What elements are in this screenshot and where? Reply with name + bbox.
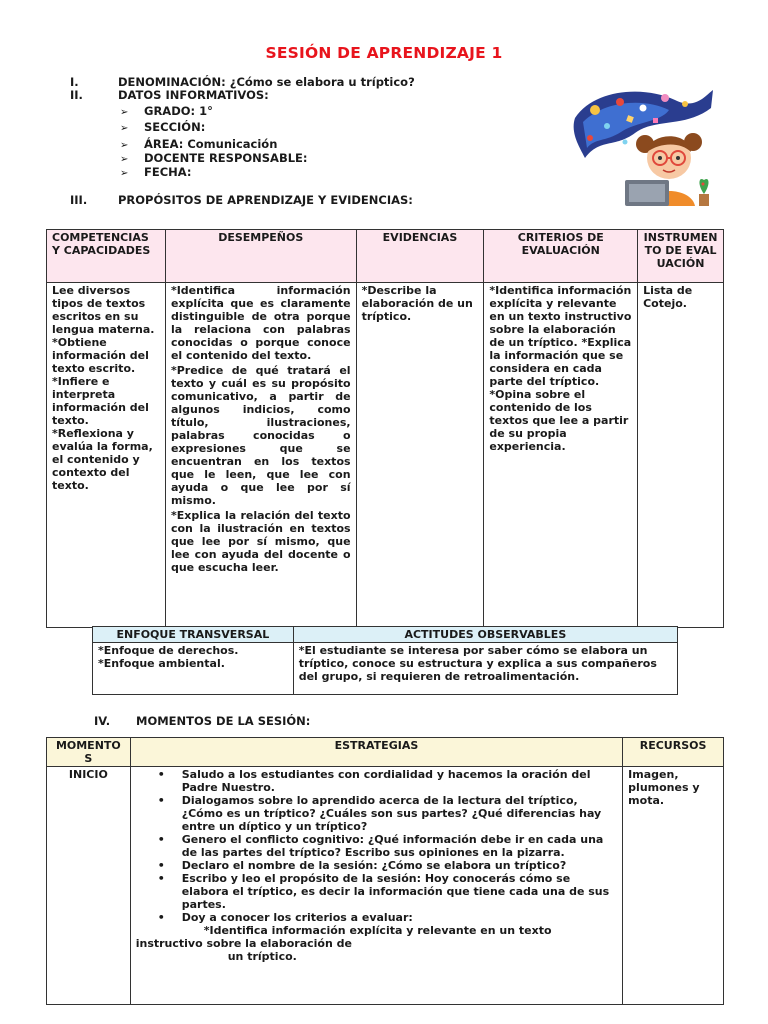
dato-grado: ➢ GRADO: 1° (120, 104, 213, 118)
girl-with-laptop-illustration (565, 88, 715, 208)
dato-docente: ➢ DOCENTE RESPONSABLE: (120, 151, 308, 165)
list-item: • Genero el conflicto cognitivo: ¿Qué información debe ir en cada una de las partes del tríptico? Escribo sus opiniones en la pizarra. (136, 833, 617, 859)
section-text: MOMENTOS DE LA SESIÓN: (136, 714, 311, 728)
criterio-line: un tríptico. (227, 950, 297, 963)
header-desempenos: DESEMPEÑOS (165, 230, 356, 283)
header-recursos: RECURSOS (623, 738, 724, 767)
list-item: • Declaro el nombre de la sesión: ¿Cómo se elabora un tríptico? (136, 859, 617, 872)
enfoque-item: *Enfoque de derechos. (98, 644, 239, 657)
propositos-table (46, 229, 724, 628)
list-item: • Doy a conocer los criterios a evaluar: (136, 911, 617, 924)
header-actitudes: ACTITUDES OBSERVABLES (293, 627, 677, 643)
desempeno-item: *Identifica información explícita que es claramente distinguible de otra porque la relaciona con palabras conocidas o porque conoce el contenido del texto. (170, 284, 351, 362)
section-text: DENOMINACIÓN: ¿Cómo se elabora u tríptico? (118, 75, 415, 89)
section-number: II. (70, 88, 83, 102)
criterio-line: *Identifica información explícita y relevante en un texto (203, 924, 552, 937)
page-title: SESIÓN DE APRENDIZAJE 1 (265, 44, 503, 62)
header-evidencias: EVIDENCIAS (356, 230, 484, 283)
arrow-bullet-icon: ➢ (120, 123, 129, 134)
table-row (93, 643, 678, 695)
arrow-bullet-icon: ➢ (120, 168, 129, 179)
cell-desempenos (165, 283, 356, 628)
table-row (47, 767, 724, 1005)
cell-instrumento: Lista de Cotejo. (638, 283, 724, 628)
table-header-row (47, 230, 724, 283)
cell-enfoques (93, 643, 294, 695)
desempeno-item: *Predice de qué tratará el texto y cuál es su propósito comunicativo, a partir de algunos indicios, como título, ilustraciones, palabras conocidas o expresiones que se encuentran en los textos que le leen, que lee con ayuda o que lee por sí mismo. (170, 364, 351, 507)
table-header-row (47, 738, 724, 767)
list-item: • Dialogamos sobre lo aprendido acerca de la lectura del tríptico, ¿Cómo es un tríptico? ¿Cuáles son sus partes? ¿Qué diferencias hay entre un díptico y un tríptico? (136, 794, 617, 833)
arrow-bullet-icon: ➢ (120, 154, 129, 165)
cell-inicio: INICIO (47, 767, 131, 1005)
header-competencias: COMPETENCIAS Y CAPACIDADES (47, 230, 166, 283)
dato-fecha: ➢ FECHA: (120, 165, 192, 179)
list-item: • Saludo a los estudiantes con cordialidad y hacemos la oración del Padre Nuestro. (136, 768, 617, 794)
table-row (47, 283, 724, 628)
section-number: I. (70, 75, 79, 89)
section-number: IV. (94, 714, 111, 728)
header-momentos: MOMENTOS (47, 738, 131, 767)
arrow-bullet-icon: ➢ (120, 140, 129, 151)
criterio-line: instructivo sobre la elaboración de (135, 937, 352, 950)
arrow-bullet-icon: ➢ (120, 107, 129, 118)
header-instrumento: INSTRUMENTO DE EVALUACIÓN (638, 230, 724, 283)
momentos-table (46, 737, 724, 1005)
cell-evidencias: *Describe la elaboración de un tríptico. (356, 283, 484, 628)
section-text: PROPÓSITOS DE APRENDIZAJE Y EVIDENCIAS: (118, 193, 413, 207)
desempeno-item: *Explica la relación del texto con la ilustración en textos que lee por sí mismo, que lee con ayuda del docente o que escucha leer. (170, 509, 351, 574)
dato-area: ➢ ÁREA: Comunicación (120, 137, 278, 151)
section-text: DATOS INFORMATIVOS: (118, 88, 269, 102)
dato-seccion: ➢ SECCIÓN: (120, 120, 206, 134)
table-header-row (93, 627, 678, 643)
header-estrategias: ESTRATEGIAS (130, 738, 622, 767)
cell-competencias: Lee diversos tipos de textos escritos en su lengua materna. *Obtiene información del texto escrito. *Infiere e interpreta información del texto. *Reflexiona y evalúa la forma, el contenido y contexto del texto. (47, 283, 166, 628)
section-number: III. (70, 193, 88, 207)
cell-actitudes: *El estudiante se interesa por saber cómo se elabora un tríptico, conoce su estructura y explica a sus compañeros del grupo, si requieren de retroalimentación. (293, 643, 677, 695)
cell-criterios: *Identifica información explícita y relevante en un texto instructivo sobre la elaboración de un tríptico. *Explica la información que se considera en cada parte del tríptico. *Opina sobre el contenido de los textos que lee a partir de su propia experiencia. (484, 283, 638, 628)
enfoque-item: *Enfoque ambiental. (98, 657, 225, 670)
cell-estrategias (130, 767, 622, 1005)
estrategias-list (136, 768, 617, 924)
header-enfoque: ENFOQUE TRANSVERSAL (93, 627, 294, 643)
list-item: • Escribo y leo el propósito de la sesión: Hoy conocerás cómo se elabora el tríptico, es decir la información que tiene cada una de sus partes. (136, 872, 617, 911)
header-criterios: CRITERIOS DE EVALUACIÓN (484, 230, 638, 283)
enfoque-table (92, 626, 678, 695)
cell-recursos: Imagen, plumones y mota. (623, 767, 724, 1005)
